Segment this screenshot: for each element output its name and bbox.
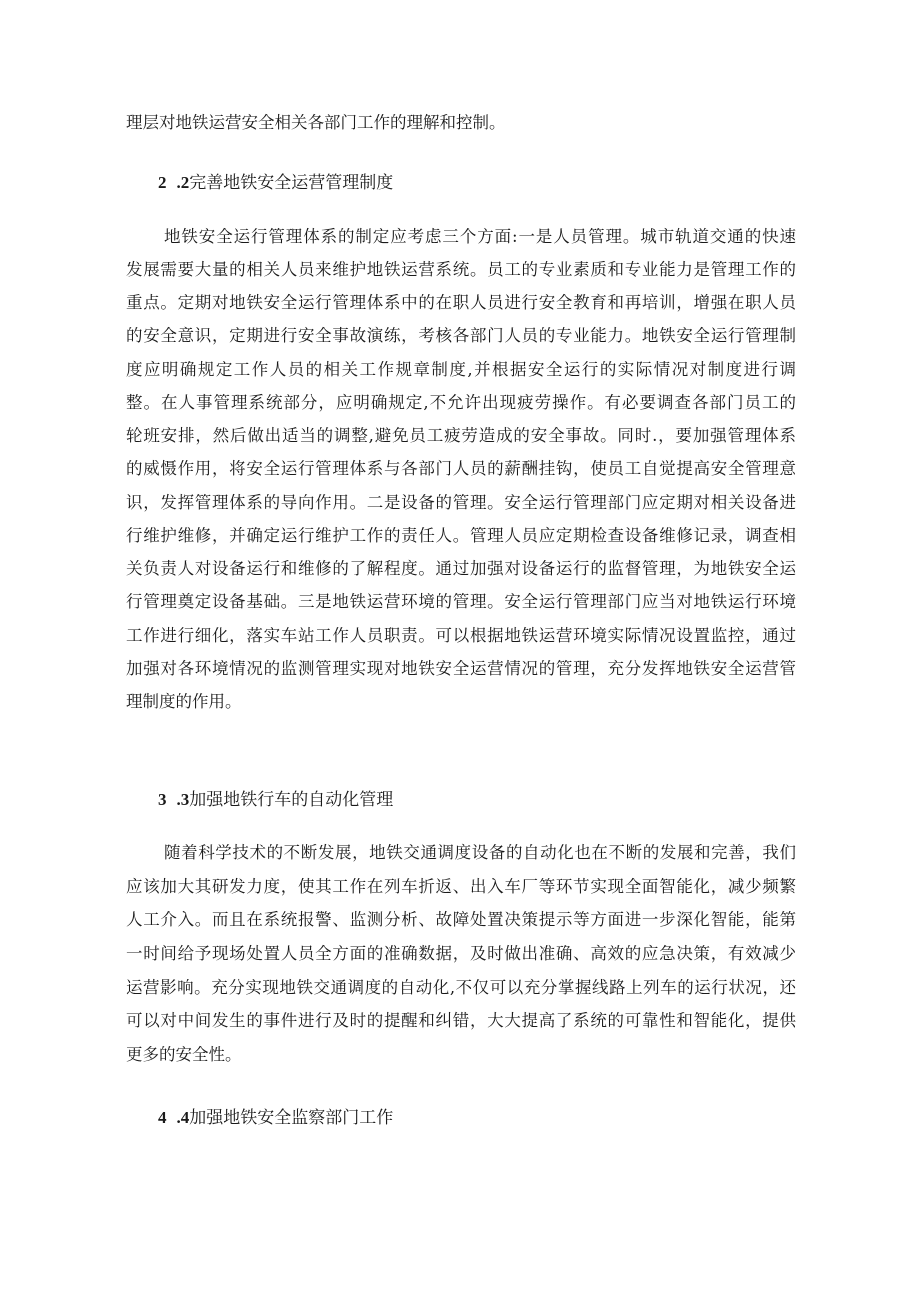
paragraph-line: 理制度的作用。 (126, 692, 242, 711)
paragraph-line: 关负责人对设备运行和维修的了解程度。通过加强对设备运行的监督管理，为地铁安全运 (126, 559, 796, 578)
paragraph-line: 重点。定期对地铁安全运行管理体系中的在职人员进行安全教育和再培训，增强在职人员 (126, 293, 796, 312)
paragraph-line: 的威慑作用，将安全运行管理体系与各部门人员的薪酬挂钩，使员工自觉提高安全管理意 (126, 459, 796, 478)
paragraph-line: 行维护维修，并确定运行维护工作的责任人。管理人员应定期检查设备维修记录，调查相 (126, 526, 796, 545)
paragraph-line: 轮班安排，然后做出适当的调整,避免员工疲劳造成的安全事故。同时.，要加强管理体系 (126, 426, 796, 445)
paragraph-line: 随着科学技术的不断发展，地铁交通调度设备的自动化也在不断的发展和完善，我们 (164, 843, 796, 862)
section-title: 加强地铁安全监察部门工作 (189, 1108, 394, 1128)
paragraph-line: 行管理奠定设备基础。三是地铁运营环境的管理。安全运行管理部门应当对地铁运行环境 (126, 592, 796, 611)
paragraph-line: 更多的安全性。 (126, 1045, 242, 1064)
paragraph-line: 理层对地铁运营安全相关各部门工作的理解和控制。 (126, 113, 506, 132)
paragraph-line: 度应明确规定工作人员的相关工作规章制度,并根据安全运行的实际情况对制度进行调 (126, 360, 796, 379)
section-heading-4-4 (158, 1106, 393, 1130)
section-number: 3 (158, 790, 167, 809)
paragraph-line: 应该加大其研发力度，使其工作在列车折返、出入车厂等环节实现全面智能化，减少频繁 (126, 877, 796, 896)
section-sub-number: .4 (176, 1108, 190, 1127)
section-number: 4 (158, 1108, 167, 1127)
paragraph-line: 人工介入。而且在系统报警、监测分析、故障处置决策提示等方面进一步深化智能，能第 (126, 910, 796, 929)
paragraph-line: 识，发挥管理体系的导向作用。二是设备的管理。安全运行管理部门应定期对相关设备进 (126, 493, 796, 512)
paragraph-line: 的安全意识，定期进行安全事故演练，考核各部门人员的专业能力。地铁安全运行管理制 (126, 326, 796, 345)
paragraph-line: 整。在人事管理系统部分，应明确规定,不允许出现疲劳操作。有必要调查各部门员工的 (126, 393, 796, 412)
paragraph-line: 地铁安全运行管理体系的制定应考虑三个方面:一是人员管理。城市轨道交通的快速 (164, 227, 796, 246)
paragraph-line: 加强对各环境情况的监测管理实现对地铁安全运营情况的管理，充分发挥地铁安全运营管 (126, 659, 796, 678)
section-sub-number: .2 (176, 173, 190, 192)
section-title: 加强地铁行车的自动化管理 (189, 790, 394, 810)
section-heading-3-3 (158, 788, 393, 812)
paragraph-line: 发展需要大量的相关人员来维护地铁运营系统。员工的专业素质和专业能力是管理工作的 (126, 260, 796, 279)
section-title: 完善地铁安全运营管理制度 (189, 173, 394, 193)
section-number: 2 (158, 173, 167, 192)
paragraph-line: 可以对中间发生的事件进行及时的提醒和纠错，大大提高了系统的可靠性和智能化，提供 (126, 1011, 796, 1030)
paragraph-line: 工作进行细化，落实车站工作人员职责。可以根据地铁运营环境实际情况设置监控，通过 (126, 626, 796, 645)
paragraph-line: 一时间给予现场处置人员全方面的准确数据，及时做出准确、高效的应急决策，有效减少 (126, 944, 796, 963)
section-sub-number: .3 (176, 790, 190, 809)
section-heading-2-2 (158, 171, 393, 195)
paragraph-line: 运营影响。充分实现地铁交通调度的自动化,不仅可以充分掌握线路上列车的运行状况，还 (126, 978, 796, 997)
